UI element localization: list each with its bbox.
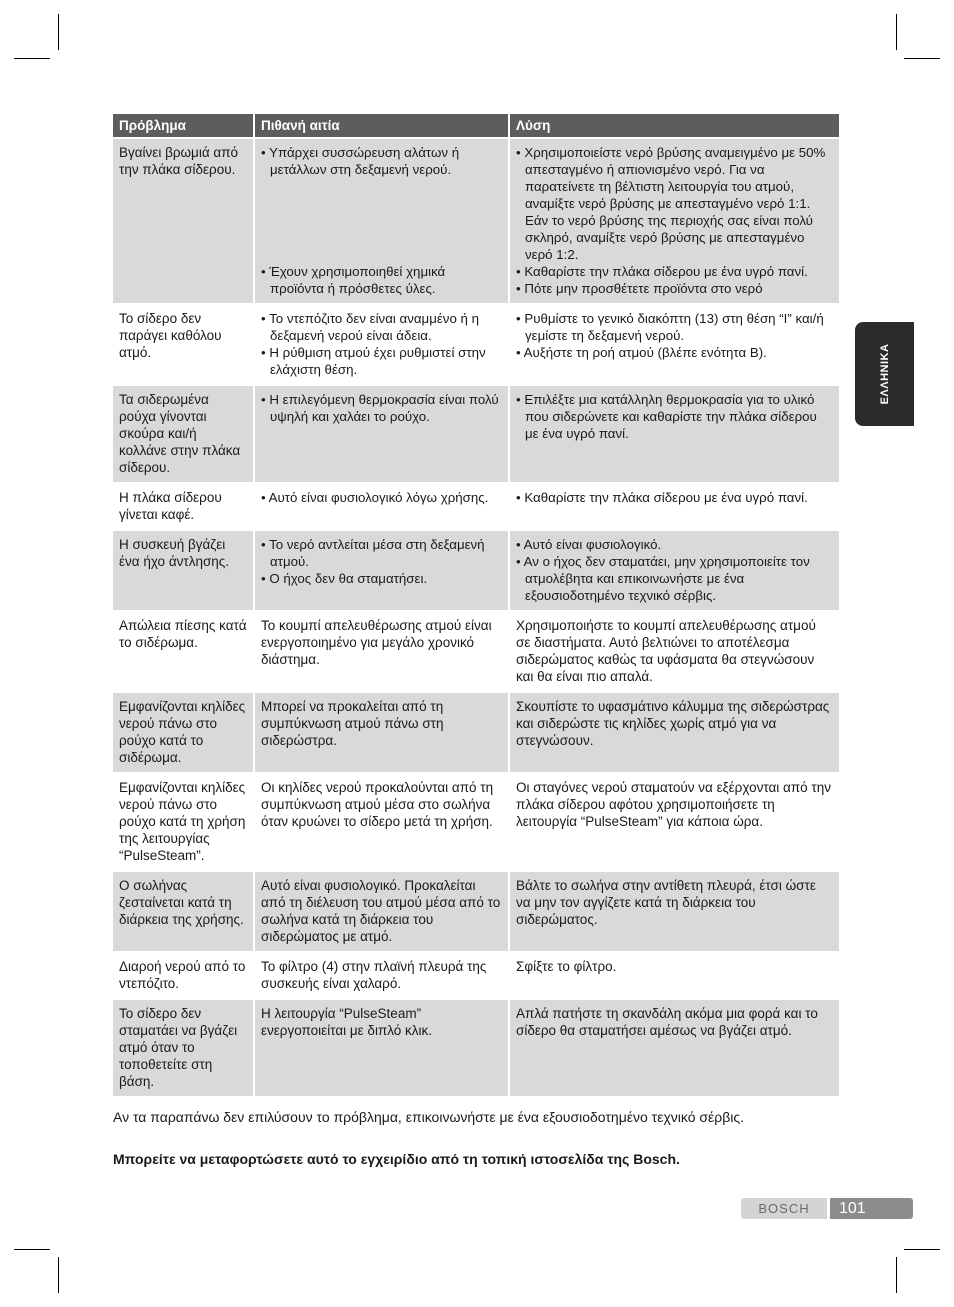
- cause-item: • Ο ήχος δεν θα σταματήσει.: [261, 571, 428, 586]
- solution-item: • Πότε μην προσθέτετε προϊόντα στο νερό: [516, 281, 763, 296]
- crop-mark: [896, 14, 897, 50]
- cause-cell: [254, 530, 509, 611]
- problem-cell: [113, 304, 254, 385]
- problem-cell: [113, 483, 254, 530]
- solution-cell: [509, 611, 839, 692]
- problem-cell: [113, 999, 254, 1096]
- cause-cell: [254, 483, 509, 530]
- problem-text: Το σίδερο δεν σταματάει να βγάζει ατμό όταν το τοποθετείτε στη βάση.: [119, 1006, 238, 1089]
- solution-item: • Αυξήστε τη ροή ατμού (βλέπε ενότητα Β).: [516, 345, 767, 360]
- cause-item: Οι κηλίδες νερού προκαλούνται από τη συμπύκνωση ατμού μέσα στο σωλήνα όταν κρυώνει το σίδερο μετά τη χρήση.: [261, 780, 494, 829]
- problem-cell: [113, 871, 254, 952]
- column-header-problem: Πρόβλημα: [113, 114, 254, 138]
- table-row: [113, 952, 839, 999]
- cause-cell: [254, 304, 509, 385]
- table-row: [113, 773, 839, 871]
- problem-text: Βγαίνει βρωμιά από την πλάκα σίδερου.: [119, 145, 239, 177]
- cause-item: Το φίλτρο (4) στην πλαϊνή πλευρά της συσκευής είναι χαλαρό.: [261, 959, 487, 991]
- problem-text: Τα σιδερωμένα ρούχα γίνονται σκούρα και/ή κολλάνε στην πλάκα σίδερου.: [119, 392, 241, 475]
- service-footnote: Αν τα παραπάνω δεν επιλύσουν το πρόβλημα, επικοινωνήστε με ένα εξουσιοδοτημένο τεχνικό σέρβις.: [113, 1109, 745, 1125]
- cause-item: • Έχουν χρησιμοποιηθεί χημικά προϊόντα ή πρόσθετες ύλες.: [261, 264, 446, 296]
- problem-cell: [113, 530, 254, 611]
- problem-text: Η συσκευή βγάζει ένα ήχο άντλησης.: [119, 537, 230, 569]
- table-row: [113, 304, 839, 385]
- table-header-row: [113, 114, 839, 138]
- cause-cell: [254, 952, 509, 999]
- crop-mark: [904, 58, 940, 59]
- solution-item: • Χρησιμοποιείστε νερό βρύσης αναμειγμένο με 50% απεσταγμένο ή απιονισμένο νερό. Για να παρατείνετε τη βέλτιστη λειτουργία του ατμού, αναμίξτε νερό βρύσης με απεσταγμένο νερό 1:1. Εάν το νερό βρύσης της περιοχής σας είναι πολύ σκληρό, αναμίξτε νερό βρύσης με απεσταγμένο νερό 1:2.: [516, 145, 826, 262]
- solution-item: • Επιλέξτε μια κατάλληλη θερμοκρασία για το υλικό που σιδερώνετε και καθαρίστε την πλάκα σίδερου με ένα υγρό πανί.: [516, 392, 817, 441]
- crop-mark: [58, 1257, 59, 1293]
- problem-text: Διαροή νερού από το ντεπόζιτο.: [119, 959, 246, 991]
- problem-text: Εμφανίζονται κηλίδες νερού πάνω στο ρούχο κατά το σιδέρωμα.: [119, 699, 246, 765]
- problem-cell: [113, 138, 254, 304]
- cause-item: Το κουμπί απελευθέρωσης ατμού είναι ενεργοποιημένο για μεγάλο χρονικό διάστημα.: [261, 618, 492, 667]
- table-row: [113, 692, 839, 773]
- cause-item: • Η ρύθμιση ατμού έχει ρυθμιστεί στην ελάχιστη θέση.: [261, 345, 486, 377]
- problem-text: Η πλάκα σίδερου γίνεται καφέ.: [119, 490, 222, 522]
- crop-mark: [896, 1257, 897, 1293]
- solution-item: • Αυτό είναι φυσιολογικό.: [516, 537, 662, 552]
- problem-text: Εμφανίζονται κηλίδες νερού πάνω στο ρούχο κατά τη χρήση της λειτουργίας “PulseSteam”.: [119, 780, 246, 863]
- brand-label: BOSCH: [741, 1198, 827, 1219]
- solution-cell: [509, 692, 839, 773]
- solution-item: • Ρυθμίστε το γενικό διακόπτη (13) στη θέση “I” και/ή γεμίστε τη δεξαμενή νερού.: [516, 311, 824, 343]
- crop-mark: [14, 1249, 50, 1250]
- cause-item: • Η επιλεγόμενη θερμοκρασία είναι πολύ υψηλή και χαλάει το ρούχο.: [261, 392, 499, 424]
- table-row: [113, 999, 839, 1096]
- solution-item: Βάλτε το σωλήνα στην αντίθετη πλευρά, έτσι ώστε να μην τον αγγίζετε κατά τη διάρκεια του σιδερώματος.: [516, 878, 816, 927]
- solution-item: Οι σταγόνες νερού σταματούν να εξέρχονται από την πλάκα σίδερου αφότου χρησιμοποιήσετε τη λειτουργία “PulseSteam” για κάποια ώρα.: [516, 780, 832, 829]
- cause-cell: [254, 138, 509, 304]
- cause-item: • Αυτό είναι φυσιολογικό λόγω χρήσης.: [261, 490, 489, 505]
- cause-item: • Το νερό αντλείται μέσα στη δεξαμενή ατμού.: [261, 537, 485, 569]
- problem-text: Το σίδερο δεν παράγει καθόλου ατμό.: [119, 311, 222, 360]
- problem-cell: [113, 692, 254, 773]
- column-header-solution: Λύση: [509, 114, 839, 138]
- cause-item: Η λειτουργία “PulseSteam” ενεργοποιείται με διπλό κλικ.: [261, 1006, 433, 1038]
- problem-cell: [113, 611, 254, 692]
- solution-cell: [509, 530, 839, 611]
- solution-cell: [509, 871, 839, 952]
- language-tab: [855, 322, 914, 426]
- problem-cell: [113, 385, 254, 483]
- problem-cell: [113, 952, 254, 999]
- solution-item: • Αν ο ήχος δεν σταματάει, μην χρησιμοποιείτε τον ατμολέβητα και επικοινωνήστε με ένα εξουσιοδοτημένο τεχνικό σέρβις.: [516, 554, 810, 603]
- cause-cell: [254, 611, 509, 692]
- solution-cell: [509, 304, 839, 385]
- solution-item: Σφίξτε το φίλτρο.: [516, 959, 617, 974]
- column-header-cause: Πιθανή αιτία: [254, 114, 509, 138]
- problem-text: Απώλεια πίεσης κατά το σιδέρωμα.: [119, 618, 247, 650]
- cause-cell: [254, 385, 509, 483]
- problem-text: Ο σωλήνας ζεσταίνεται κατά τη διάρκεια της χρήσης.: [119, 878, 244, 927]
- cause-cell: [254, 773, 509, 871]
- cause-item: • Το ντεπόζιτο δεν είναι αναμμένο ή η δεξαμενή νερού είναι άδεια.: [261, 311, 480, 343]
- download-note: Μπορείτε να μεταφορτώσετε αυτό το εγχειρίδιο από τη τοπική ιστοσελίδα της Bosch.: [113, 1151, 680, 1167]
- solution-cell: [509, 773, 839, 871]
- solution-item: Σκουπίστε το υφασμάτινο κάλυμμα της σιδερώστρας και σιδερώστε τις κηλίδες χωρίς ατμό για να στεγνώσουν.: [516, 699, 830, 748]
- solution-cell: [509, 385, 839, 483]
- table-row: [113, 138, 839, 304]
- solution-item: Χρησιμοποιήστε το κουμπί απελευθέρωσης ατμού σε διαστήματα. Αυτό βελτιώνει το αποτέλεσμα σιδερώματος καθώς τα υφάσματα θα στεγνώσουν και θα είναι πιο απαλά.: [516, 618, 816, 684]
- solution-cell: [509, 952, 839, 999]
- solution-item: • Καθαρίστε την πλάκα σίδερου με ένα υγρό πανί.: [516, 264, 808, 279]
- language-tab-label: ΕΛΛΗΝΙΚΑ: [878, 343, 891, 405]
- cause-item: Μπορεί να προκαλείται από τη συμπύκνωση ατμού πάνω στη σιδερώστρα.: [261, 699, 444, 748]
- table-row: [113, 530, 839, 611]
- crop-mark: [904, 1249, 940, 1250]
- troubleshooting-table: [113, 114, 839, 1096]
- cause-cell: [254, 692, 509, 773]
- solution-item: Απλά πατήστε τη σκανδάλη ακόμα μια φορά και το σίδερο θα σταματήσει αμέσως να βγάζει ατμό.: [516, 1006, 818, 1038]
- solution-cell: [509, 138, 839, 304]
- cause-item: Αυτό είναι φυσιολογικό. Προκαλείται από τη διέλευση του ατμού μέσα από το σωλήνα κατά τη διάρκεια του σιδερώματος με ατμό.: [261, 878, 501, 944]
- crop-mark: [14, 58, 50, 59]
- cause-item: • Υπάρχει συσσώρευση αλάτων ή μετάλλων στη δεξαμενή νερού.: [261, 145, 460, 177]
- table-row: [113, 483, 839, 530]
- problem-cell: [113, 773, 254, 871]
- page-footer: [741, 1198, 913, 1219]
- solution-cell: [509, 999, 839, 1096]
- table-row: [113, 611, 839, 692]
- solution-cell: [509, 483, 839, 530]
- cause-cell: [254, 999, 509, 1096]
- table-row: [113, 385, 839, 483]
- crop-mark: [58, 14, 59, 50]
- cause-cell: [254, 871, 509, 952]
- solution-item: • Καθαρίστε την πλάκα σίδερου με ένα υγρό πανί.: [516, 490, 808, 505]
- page-number: 101: [830, 1198, 913, 1219]
- table-row: [113, 871, 839, 952]
